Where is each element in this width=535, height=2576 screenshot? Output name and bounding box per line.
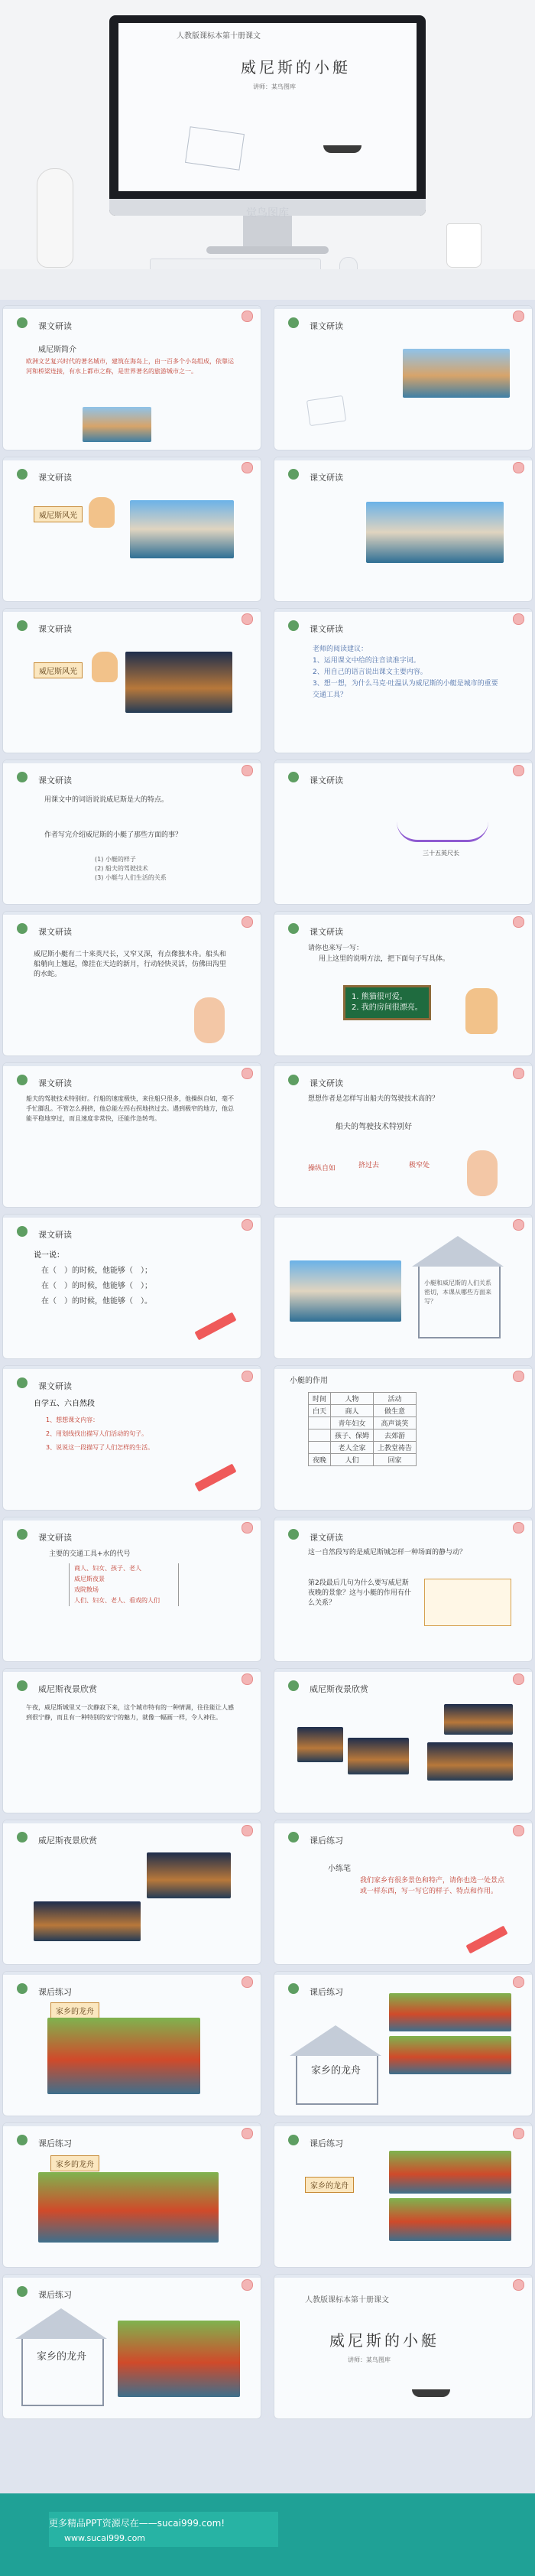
table-cell: 去郊游 [374, 1429, 417, 1442]
slide-11[interactable] [3, 1063, 261, 1207]
pin-icon [242, 1976, 253, 1988]
slide-19[interactable] [3, 1669, 261, 1813]
option-item: (2) 船夫的驾驶技术 [95, 865, 148, 872]
table-row [309, 1454, 417, 1466]
slide-title: 课文研读 [38, 776, 72, 785]
pin-icon [513, 2279, 524, 2291]
pencil-illustration [194, 1312, 236, 1341]
dragon-boat-photo [47, 2018, 200, 2094]
slide-title: 课文研读 [38, 1078, 72, 1088]
slide-subtitle: 小艇的作用 [290, 1377, 328, 1385]
monitor-illustration [109, 15, 426, 216]
night-photo [427, 1742, 513, 1781]
promo-footer [0, 2493, 535, 2576]
night-photo [34, 1901, 141, 1941]
leaf-icon [288, 923, 299, 934]
advice-item: 2、用自己的语言说出课文主要内容。 [313, 668, 427, 676]
option-item: (3) 小艇与人们生活的关系 [95, 874, 167, 881]
child-illustration [89, 497, 115, 528]
center-sentence: 船夫的驾驶技术特别好 [336, 1123, 412, 1131]
pin-icon [513, 1522, 524, 1534]
leaf-icon [17, 1680, 28, 1691]
pin-icon [513, 2128, 524, 2139]
prompt: 请你也来写一写： [308, 945, 364, 952]
promo-text: 更多精品PPT资源尽在——sucai999.com! [49, 2518, 225, 2529]
table-row [309, 1429, 417, 1442]
house-roof [290, 2025, 381, 2056]
leaf-icon [17, 469, 28, 480]
pin-icon [242, 1068, 253, 1079]
pin-icon [513, 613, 524, 625]
slide-title: 课文研读 [310, 1078, 343, 1088]
slide-25[interactable] [3, 2123, 261, 2267]
slide-title: 威尼斯夜景欣赏 [38, 1684, 97, 1694]
boat-caption: 三十五英尺长 [423, 850, 459, 857]
course-label: 人教版课标本第十册课文 [177, 32, 261, 41]
topic-label: 家乡的龙舟 [50, 2155, 99, 2171]
fill-line: 在（ ）的时候，他能够（ ）。 [41, 1297, 152, 1306]
question-1: 用课文中的词语说说威尼斯是大的特点。 [44, 796, 169, 804]
scenery-label: 威尼斯风光 [34, 662, 83, 678]
slide-title: 课文研读 [38, 927, 72, 937]
slide-6[interactable] [274, 609, 532, 753]
table-cell: 回家 [374, 1454, 417, 1466]
list-item: 威尼斯夜景 [74, 1576, 105, 1582]
board-line: 2. 我的房间很漂亮。 [352, 1003, 423, 1012]
slide-title: 课文研读 [310, 321, 343, 331]
slide-text: 威尼斯小艇有二十来英尺长，又窄又深，有点像独木舟。船头和船艄向上翘起，像挂在天边的新月，行动轻快灵活，仿佛田沟里的水蛇。 [34, 951, 227, 978]
pin-icon [513, 1825, 524, 1836]
slide-title: 课文研读 [38, 1230, 72, 1240]
question-2: 作者写完介绍威尼斯的小艇了那些方面的事？ [44, 831, 183, 839]
slide-13[interactable] [3, 1215, 261, 1358]
pencil-illustration [194, 1464, 236, 1492]
pin-icon [242, 765, 253, 776]
end-meta: 讲师：某鸟图库 [348, 2356, 391, 2363]
slide-10[interactable] [274, 912, 532, 1055]
hero-preview [0, 0, 535, 300]
leaf-icon [17, 317, 28, 328]
keyword: 挤过去 [358, 1162, 380, 1169]
pin-icon [242, 2279, 253, 2291]
table-cell: 青年妇女 [331, 1417, 374, 1429]
leaf-icon [17, 1377, 28, 1388]
gondola-icon [323, 145, 362, 153]
table-cell: 人们 [331, 1454, 374, 1466]
pencil-illustration [465, 1926, 507, 1954]
table-cell: 活动 [374, 1393, 417, 1405]
table-cell [309, 1429, 331, 1442]
monitor-stand [243, 216, 292, 248]
monitor-stand-base [206, 246, 329, 254]
leaf-icon [288, 1832, 299, 1843]
dragon-boat-photo [389, 2151, 511, 2194]
pin-icon [513, 1068, 524, 1079]
pin-icon [242, 462, 253, 473]
slide-27[interactable] [3, 2275, 261, 2418]
slide-title: 课后练习 [310, 2139, 343, 2148]
slide-title: 课文研读 [310, 1533, 343, 1543]
dragon-boat-photo [389, 2036, 511, 2074]
leaf-icon [17, 1529, 28, 1540]
slide-text: 我们家乡有很多景色和特产，请你也选一处景点或一样东西，写一写它的样子、特点和作用。 [360, 1877, 505, 1895]
pin-icon [513, 1976, 524, 1988]
end-title: 威尼斯的小艇 [329, 2331, 439, 2350]
leaf-icon [17, 1832, 28, 1843]
slide-title: 课文研读 [38, 1381, 72, 1391]
slide-1[interactable] [3, 306, 261, 450]
table-cell: 做生意 [374, 1405, 417, 1417]
step-item: 1、想想课文内容： [46, 1416, 99, 1423]
slide-title: 课文研读 [310, 473, 343, 483]
course-label: 人教版课标本第十册课文 [305, 2296, 389, 2304]
fill-line: 在（ ）的时候，他能够（ ）； [41, 1282, 152, 1290]
advice-item: 3、想一想，为什么马克·吐温认为威尼斯的小艇是城市的重要交通工具？ [313, 680, 498, 699]
hero-title: 威尼斯的小艇 [241, 58, 351, 76]
slide-20[interactable] [274, 1669, 532, 1813]
table-row [309, 1442, 417, 1454]
pin-icon [242, 1673, 253, 1685]
table-row [309, 1405, 417, 1417]
leaf-icon [288, 2135, 299, 2145]
pencil-cup-illustration [446, 223, 481, 268]
topic-label: 家乡的龙舟 [305, 2177, 354, 2193]
pin-icon [242, 916, 253, 928]
slide-title: 课文研读 [310, 624, 343, 634]
pin-icon [242, 311, 253, 322]
leaf-icon [17, 1226, 28, 1237]
board-line: 1. 熊猫很可爱。 [352, 993, 407, 1001]
slide-22[interactable] [274, 1820, 532, 1964]
chalkboard [343, 985, 431, 1020]
slide-18[interactable] [274, 1517, 532, 1661]
table-row [309, 1417, 417, 1429]
table-cell: 时间 [309, 1393, 331, 1405]
advice-item: 1、运用课文中给的注音读准字词。 [313, 657, 420, 665]
venice-photo [125, 652, 232, 713]
advice-heading: 老师的阅读建议： [313, 646, 368, 653]
leaf-icon [288, 317, 299, 328]
leaf-icon [17, 2286, 28, 2297]
leaf-icon [288, 1680, 299, 1691]
gondola-icon [412, 2389, 450, 2397]
slide-text: 欧洲文艺复兴时代的著名城市，建筑在海岛上，由一百多个小岛组成，依靠运河和桥梁连接，有水上都市之称，是世界著名的旅游城市之一。 [26, 358, 234, 375]
prompt: 主要的交通工具+水的代号 [49, 1550, 131, 1558]
dragon-boat-photo [389, 1993, 511, 2031]
pin-icon [242, 1825, 253, 1836]
night-photo [348, 1738, 409, 1774]
pin-icon [513, 1219, 524, 1231]
pin-icon [513, 462, 524, 473]
leaf-icon [288, 469, 299, 480]
desk-surface [0, 269, 535, 300]
title-slide-screen [118, 23, 417, 191]
leaf-icon [17, 1075, 28, 1085]
question-1: 这一自然段写的是威尼斯城怎样一种场面的静与动？ [308, 1549, 467, 1556]
table-cell: 上教堂祷告 [374, 1442, 417, 1454]
slide-2[interactable] [274, 306, 532, 450]
slide-24[interactable] [274, 1972, 532, 2116]
pin-icon [513, 1673, 524, 1685]
table-cell: 老人全家 [331, 1442, 374, 1454]
table-cell [309, 1417, 331, 1429]
keyword: 极窄处 [409, 1162, 430, 1169]
house-label: 家乡的龙舟 [311, 2065, 362, 2077]
slide-title: 课后练习 [38, 2139, 72, 2148]
slide-title: 课文研读 [38, 1533, 72, 1543]
slide-title: 课文研读 [310, 927, 343, 937]
slide-23[interactable] [3, 1972, 261, 2116]
pin-icon [513, 916, 524, 928]
venice-photo [83, 407, 151, 442]
night-photo [147, 1852, 231, 1898]
boat-sketch [397, 821, 488, 842]
step-item: 3、说说这一段描写了人们怎样的生活。 [46, 1444, 154, 1451]
leaf-icon [17, 1983, 28, 1994]
leaf-icon [288, 1983, 299, 1994]
topic-label: 家乡的龙舟 [50, 2002, 99, 2018]
book-illustration [306, 395, 346, 426]
slide-28[interactable] [274, 2275, 532, 2418]
slide-15[interactable] [3, 1366, 261, 1510]
rabbit-illustration [467, 1150, 498, 1196]
house-roof [15, 2308, 107, 2339]
house-label: 家乡的龙舟 [37, 2351, 87, 2363]
dragon-boat-photo [38, 2172, 219, 2243]
table-header-row [309, 1393, 417, 1405]
child-illustration [465, 988, 498, 1034]
table-cell: 商人 [331, 1405, 374, 1417]
watermark: 觉鸟图库 [246, 207, 289, 220]
venice-photo [403, 349, 510, 398]
list-item: 商人、妇女、孩子、老人 [74, 1565, 141, 1572]
slide-4[interactable] [274, 457, 532, 601]
leaf-icon [17, 772, 28, 782]
slide-9[interactable] [3, 912, 261, 1055]
task-text: 用上这里的说明方法，把下面句子写具体。 [319, 955, 450, 963]
prompt: 自学五、六自然段 [34, 1400, 95, 1408]
house-roof [412, 1236, 504, 1267]
question-2: 第2段最后几句为什么要写威尼斯夜晚的景象？这与小艇的作用有什么关系？ [308, 1579, 412, 1607]
slide-title: 课后练习 [38, 1987, 72, 1997]
dragon-boat-photo [389, 2198, 511, 2241]
list-item: 人们、妇女、老人、看戏的人们 [74, 1597, 160, 1604]
promo-url[interactable]: www.sucai999.com [64, 2533, 146, 2543]
leaf-icon [288, 1529, 299, 1540]
pin-icon [242, 613, 253, 625]
list-item: 戏院散场 [74, 1586, 99, 1593]
leaf-icon [288, 1075, 299, 1085]
venice-photo [290, 1260, 401, 1322]
child-illustration [92, 652, 118, 682]
slide-subtitle: 小练笔 [328, 1865, 351, 1873]
slide-title: 课文研读 [38, 473, 72, 483]
scenery-label: 威尼斯风光 [34, 506, 83, 522]
leaf-icon [17, 620, 28, 631]
slide-subtitle: 威尼斯简介 [38, 346, 76, 354]
book-illustration [185, 126, 245, 171]
table-cell [309, 1442, 331, 1454]
slide-17[interactable] [3, 1517, 261, 1661]
table-cell: 孩子、保姆 [331, 1429, 374, 1442]
slide-14[interactable] [274, 1215, 532, 1358]
table-cell: 夜晚 [309, 1454, 331, 1466]
slide-16[interactable] [274, 1366, 532, 1510]
leaf-icon [17, 923, 28, 934]
pin-icon [513, 765, 524, 776]
slide-5[interactable] [3, 609, 261, 753]
night-photo [297, 1727, 343, 1762]
slide-title: 课后练习 [310, 1836, 343, 1846]
step-item: 2、用划线找出描写人们活动的句子。 [46, 1430, 148, 1437]
prompt: 说一说： [34, 1251, 64, 1260]
slide-title: 威尼斯夜景欣赏 [38, 1836, 97, 1846]
venice-photo [130, 500, 234, 558]
slide-title: 威尼斯夜景欣赏 [310, 1684, 368, 1694]
pin-icon [242, 2128, 253, 2139]
slide-text: 船夫的驾驶技术特别好。行船的速度极快，来往船只很多，他操纵自如，毫不手忙脚乱。不管怎么拥挤，他总能左拐右拐地挤过去。遇到极窄的地方，他总能平稳地穿过，而且速度非常快，还能作急转弯。 [26, 1095, 234, 1122]
slide-7[interactable] [3, 760, 261, 904]
slide-title: 课后练习 [310, 1987, 343, 1997]
slide-12[interactable] [274, 1063, 532, 1207]
rabbit-illustration [194, 997, 225, 1043]
slide-26[interactable] [274, 2123, 532, 2267]
pin-icon [242, 1522, 253, 1534]
keyword: 操纵自如 [308, 1165, 336, 1173]
house-caption: 小艇和威尼斯的人们关系密切，本课从哪些方面来写？ [424, 1280, 491, 1305]
leaf-icon [288, 620, 299, 631]
table-cell: 人物 [331, 1393, 374, 1405]
pin-icon [242, 1219, 253, 1231]
slide-8[interactable] [274, 760, 532, 904]
leaf-icon [288, 772, 299, 782]
option-item: (1) 小艇的样子 [95, 856, 136, 863]
slide-21[interactable] [3, 1820, 261, 1964]
slide-title: 课后练习 [38, 2290, 72, 2300]
slide-3[interactable] [3, 457, 261, 601]
answer-note [424, 1579, 511, 1626]
slide-title: 课文研读 [310, 776, 343, 785]
slide-title: 课文研读 [38, 624, 72, 634]
slide-title: 课文研读 [38, 321, 72, 331]
table-cell: 白天 [309, 1405, 331, 1417]
night-photo [444, 1704, 513, 1735]
venice-photo [366, 502, 504, 563]
leaf-icon [17, 2135, 28, 2145]
table-cell: 高声谈笑 [374, 1417, 417, 1429]
fill-line: 在（ ）的时候，他能够（ ）； [41, 1267, 152, 1275]
pin-icon [513, 311, 524, 322]
question: 想想作者是怎样写出船夫的驾驶技术高的？ [308, 1095, 439, 1103]
activity-table [308, 1392, 417, 1466]
pin-icon [513, 1371, 524, 1382]
hero-meta: 讲师：某鸟图库 [253, 83, 296, 90]
pin-icon [242, 1371, 253, 1382]
slide-text: 午夜，威尼斯城里又一次静寂下来，这个城市特有的一种情调，往往能让人感到很宁静，而且有一种特别的安宁的魅力，就像一幅画一样，令人神往。 [26, 1704, 234, 1721]
dragon-boat-photo [118, 2321, 240, 2397]
